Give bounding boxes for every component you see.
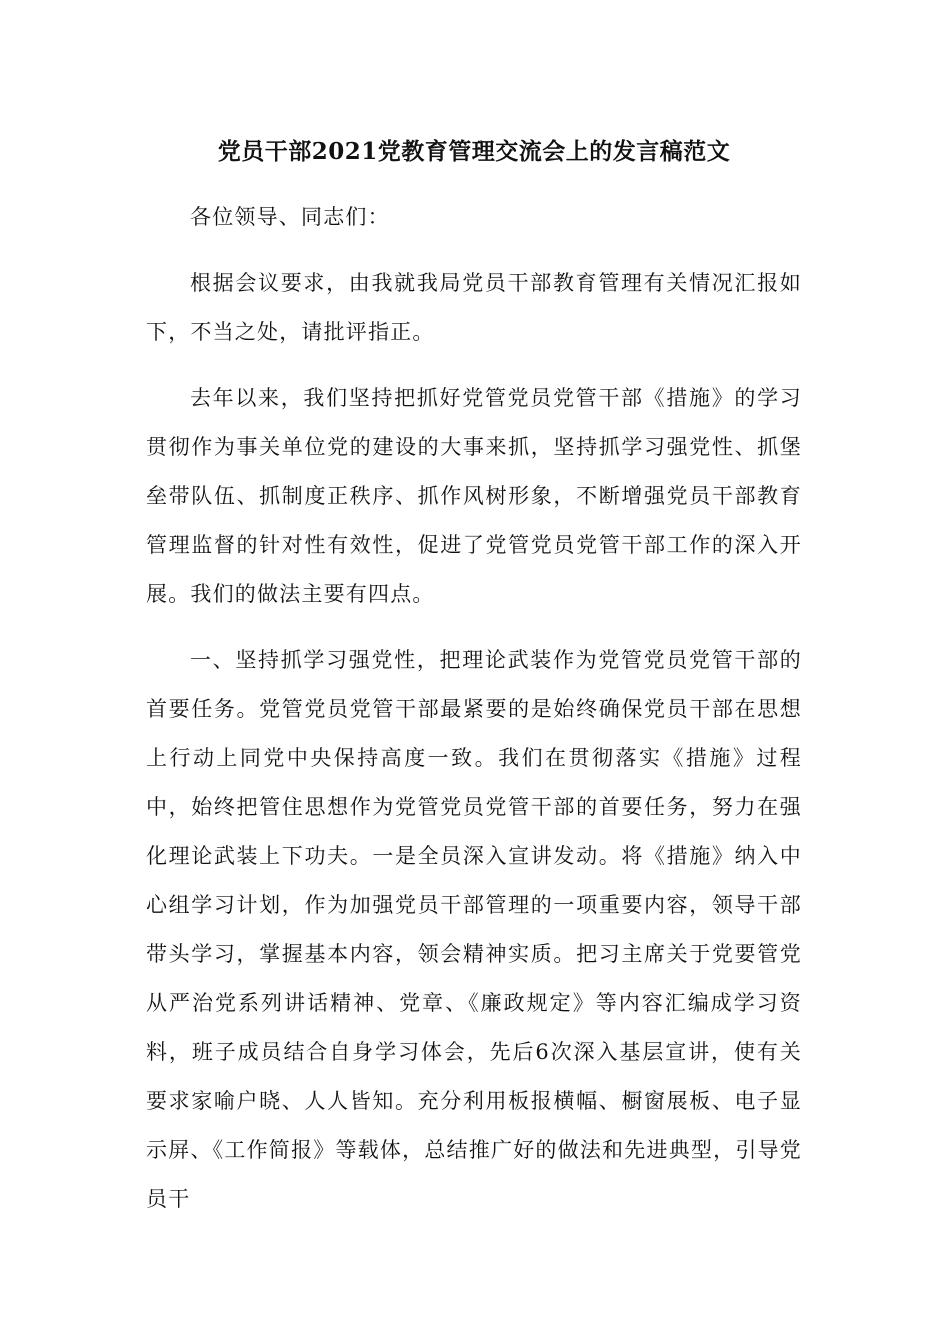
document-title: 党员干部2021党教育管理交流会上的发言稿范文 <box>217 138 731 165</box>
paragraph-point-one: 一、坚持抓学习强党性，把理论武装作为党管党员党管干部的首要任务。党管党员党管干部最紧要的是始终确保党员干部在思想上行动上同党中央保持高度一致。我们在贯彻落实《措施》过程中，始终把管住思想作为党管党员党管干部的首要任务，努力在强化理论武装上下功夫。一是全员深入宣讲发动。将《措施》纳入中心组学习计划，作为加强党员干部管理的一项重要内容，领导干部带头学习，掌握基本内容，领会精神实质。把习主席关于党要管党从严治党系列讲话精神、党章、《廉政规定》等内容汇编成学习资料，班子成员结合自身学习体会，先后6次深入基层宣讲，使有关要求家喻户晓、人人皆知。充分利用板报横幅、橱窗展板、电子显示屏、《工作简报》等载体，总结推广好的做法和先进典型，引导党员干 <box>146 648 802 1211</box>
paragraph-intro: 根据会议要求，由我就我局党员干部教育管理有关情况汇报如下，不当之处，请批评指正。 <box>146 271 802 344</box>
document-page <box>146 128 802 1241</box>
paragraph-salutation: 各位领导、同志们： <box>190 205 390 229</box>
paragraph-overview: 去年以来，我们坚持把抓好党管党员党管干部《措施》的学习贯彻作为事关单位党的建设的大事来抓，坚持抓学习强党性、抓堡垒带队伍、抓制度正秩序、抓作风树形象，不断增强党员干部教育管理监督的针对性有效性，促进了党管党员党管干部工作的深入开展。我们的做法主要有四点。 <box>146 386 802 606</box>
